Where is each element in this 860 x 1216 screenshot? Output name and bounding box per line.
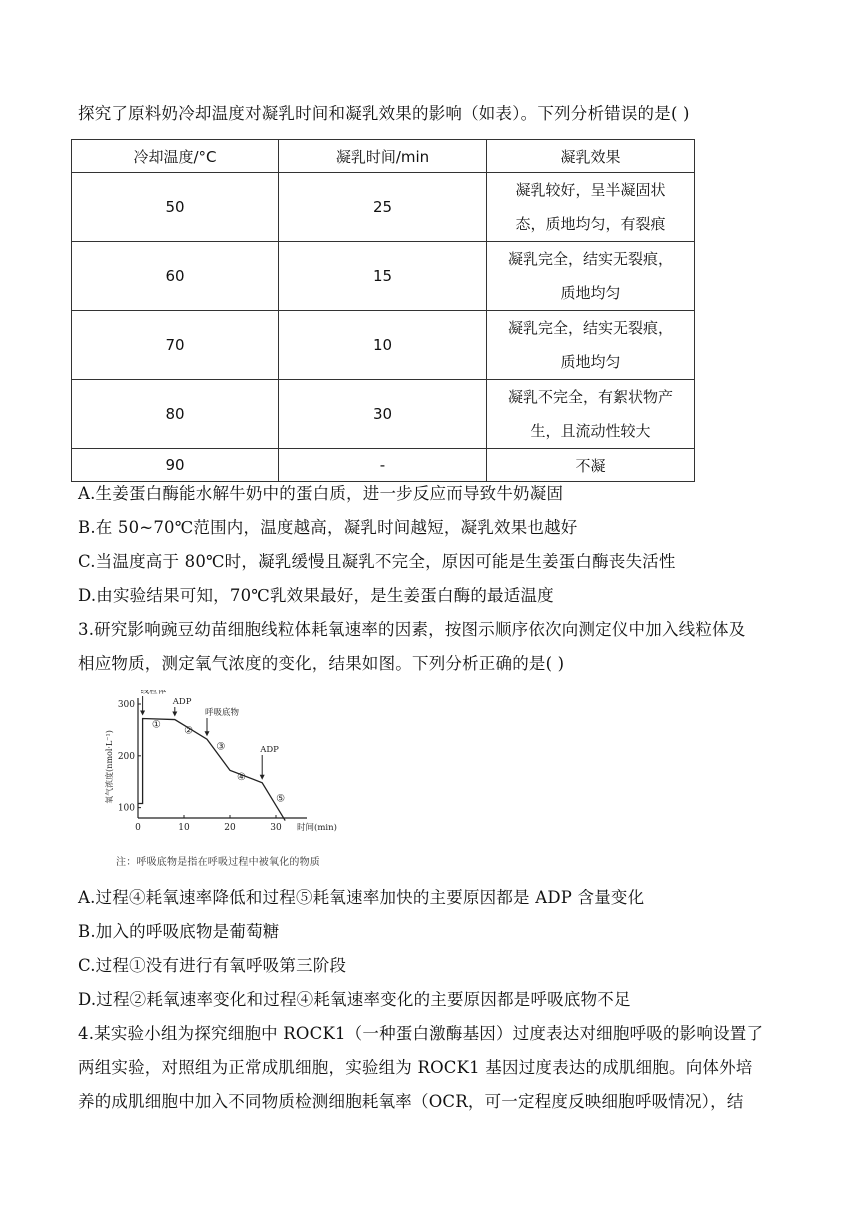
cell-time: 25 <box>279 173 487 242</box>
cell-time: 10 <box>279 311 487 380</box>
data-table <box>71 139 695 482</box>
stage-label: ③ <box>216 741 226 753</box>
stage-label: ② <box>184 725 194 737</box>
annotation-label: ADP <box>172 697 192 707</box>
q3-option-a: A.过程④耗氧速率降低和过程⑤耗氧速率加快的主要原因都是 ADP 含量变化 <box>78 888 645 907</box>
cell-effect <box>487 173 695 242</box>
effect-line: 生，且流动性较大 <box>530 422 651 440</box>
table-row <box>72 242 695 311</box>
cell-effect <box>487 311 695 380</box>
annotation-arrowhead <box>172 712 177 717</box>
cell-effect: 不凝 <box>487 449 695 482</box>
annotation-arrowhead <box>260 775 265 780</box>
q4-stem-line1: 4.某实验小组为探究细胞中 ROCK1（一种蛋白激酶基因）过度表达对细胞呼吸的影响设置了 <box>78 1024 764 1043</box>
effect-line: 凝乳不完全，有絮状物产 <box>507 388 673 406</box>
effect-line: 态，质地均匀，有裂痕 <box>515 215 666 233</box>
annotation-label: 呼吸底物 <box>205 708 240 718</box>
q3-option-c: C.过程①没有进行有氧呼吸第三阶段 <box>78 956 347 975</box>
cell-temp: 50 <box>72 173 279 242</box>
stage-label: ④ <box>237 772 246 784</box>
stage-label: ⑤ <box>276 793 286 805</box>
x-axis-label: 时间(min) <box>297 823 337 833</box>
q2-option-c: C.当温度高于 80℃时，凝乳缓慢且凝乳不完全，原因可能是生姜蛋白酶丧失活性 <box>78 552 676 571</box>
q3-option-b: B.加入的呼吸底物是葡萄糖 <box>78 922 280 941</box>
stage-label: ① <box>151 719 161 731</box>
y-tick-label: 100 <box>117 803 135 814</box>
x-tick-label: 0 <box>135 823 141 833</box>
cell-effect <box>487 242 695 311</box>
table-header: 凝乳效果 <box>487 140 695 173</box>
effect-line: 凝乳完全，结实无裂痕， <box>507 319 673 337</box>
cell-time: 15 <box>279 242 487 311</box>
cell-temp: 90 <box>72 449 279 482</box>
cell-temp: 60 <box>72 242 279 311</box>
q4-stem-line3: 养的成肌细胞中加入不同物质检测细胞耗氧率（OCR，可一定程度反映细胞呼吸情况），结 <box>78 1092 744 1111</box>
cell-temp: 70 <box>72 311 279 380</box>
table-header-row <box>72 140 695 173</box>
q2-option-a: A.生姜蛋白酶能水解牛奶中的蛋白质，进一步反应而导致牛奶凝固 <box>78 484 564 503</box>
y-axis-label: 氧气浓度(nmol·L⁻¹) <box>105 730 114 804</box>
oxygen-line <box>138 719 285 821</box>
oxygen-chart <box>100 690 340 875</box>
table-row <box>72 173 695 242</box>
cell-time: 30 <box>279 380 487 449</box>
q3-stem-line2: 相应物质，测定氧气浓度的变化，结果如图。下列分析正确的是( ) <box>78 654 565 673</box>
q3-option-d: D.过程②耗氧速率变化和过程④耗氧速率变化的主要原因都是呼吸底物不足 <box>78 990 631 1009</box>
x-tick-label: 10 <box>178 823 190 833</box>
intro-line: 探究了原料奶冷却温度对凝乳时间和凝乳效果的影响（如表）。下列分析错误的是( ) <box>78 104 690 123</box>
table-row <box>72 380 695 449</box>
chart-note: 注：呼吸底物是指在呼吸过程中被氧化的物质 <box>116 857 320 868</box>
q2-option-d: D.由实验结果可知，70℃乳效果最好，是生姜蛋白酶的最适温度 <box>78 586 554 605</box>
table-row <box>72 311 695 380</box>
annotation-label: ADP <box>260 745 279 755</box>
effect-line: 凝乳较好，呈半凝固状 <box>515 181 666 199</box>
annotation-label: 线粒体 <box>140 690 167 696</box>
y-tick-label: 300 <box>117 700 135 710</box>
q4-stem-line2: 两组实验，对照组为正常成肌细胞，实验组为 ROCK1 基因过度表达的成肌细胞。向体外培 <box>78 1058 753 1077</box>
cell-effect <box>487 380 695 449</box>
y-tick-label: 200 <box>117 751 135 762</box>
q3-stem-line1: 3.研究影响豌豆幼苗细胞线粒体耗氧速率的因素，按图示顺序依次向测定仪中加入线粒体及 <box>78 620 746 639</box>
oxygen-chart-svg <box>100 690 340 875</box>
x-tick-label: 30 <box>270 823 282 833</box>
cell-temp: 80 <box>72 380 279 449</box>
effect-line: 质地均匀 <box>560 353 621 371</box>
annotation-arrowhead <box>140 711 145 716</box>
effect-line: 凝乳完全，结实无裂痕， <box>507 250 673 268</box>
table-header: 冷却温度/°C <box>72 140 279 173</box>
table-row <box>72 449 695 482</box>
x-tick-label: 20 <box>224 823 236 833</box>
cell-time: - <box>279 449 487 482</box>
q2-option-b: B.在 50~70℃范围内，温度越高，凝乳时间越短，凝乳效果也越好 <box>78 518 578 537</box>
table-header: 凝乳时间/min <box>279 140 487 173</box>
effect-line: 质地均匀 <box>560 284 621 302</box>
annotation-arrowhead <box>205 731 210 736</box>
